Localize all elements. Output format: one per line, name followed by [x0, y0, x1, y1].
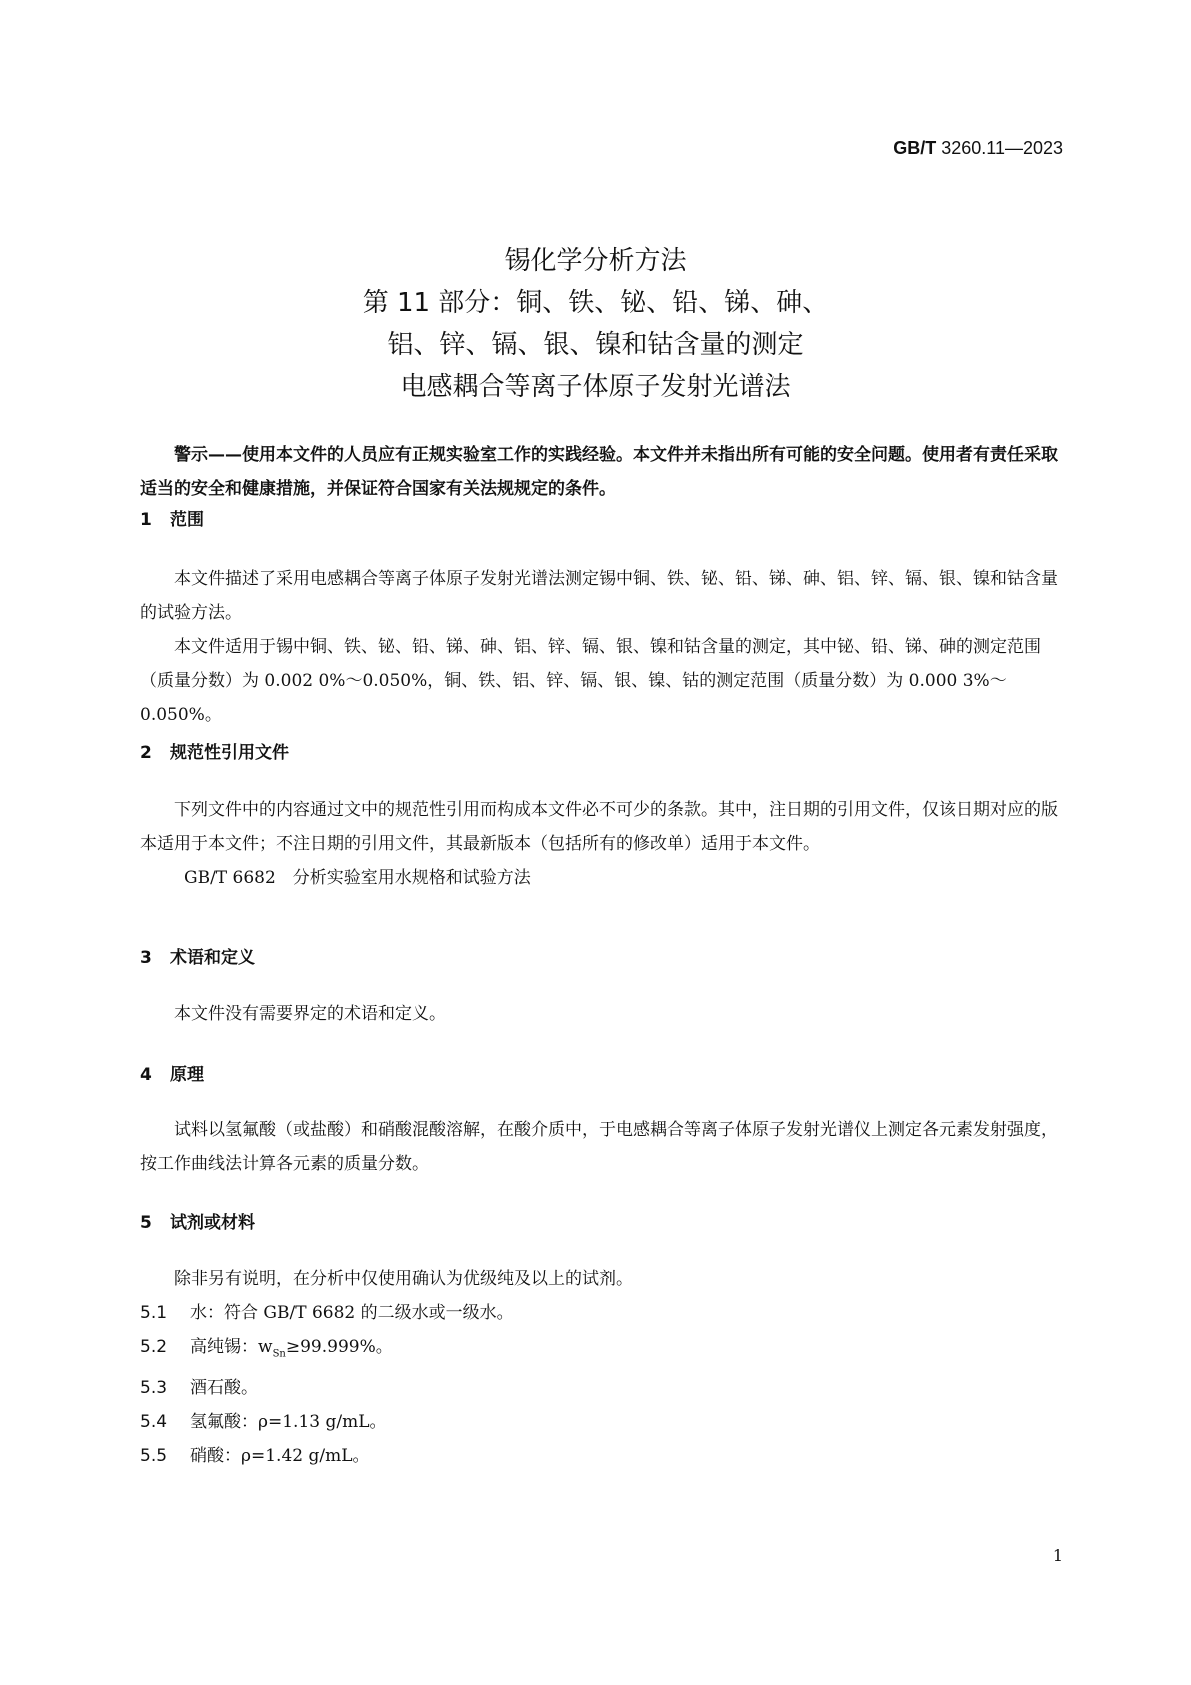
item-subscript: Sn: [272, 1348, 286, 1360]
paragraph: 下列文件中的内容通过文中的规范性引用而构成本文件必不可少的条款。其中，注日期的引用文件，仅该日期对应的版本适用于本文件；不注日期的引用文件，其最新版本（包括所有的修改单）适用于本文件。: [140, 800, 1058, 854]
section-body-1: [140, 562, 1060, 732]
section-body-4: [140, 1113, 1060, 1181]
section-number: 2: [140, 743, 152, 763]
title-line-4: 电感耦合等离子体原子发射光谱法: [400, 372, 791, 402]
section-title: 原理: [170, 1065, 204, 1085]
section-number: 5: [140, 1213, 152, 1233]
list-item: [140, 1439, 1060, 1473]
section-title: 规范性引用文件: [170, 743, 289, 763]
item-number: 5.2: [140, 1337, 168, 1357]
page-number: 1: [1052, 1546, 1063, 1565]
section-heading-5: [140, 1208, 255, 1233]
title-line-3: 铝、锌、镉、银、镍和钴含量的测定: [387, 330, 804, 360]
standard-number: 3260.11—2023: [941, 138, 1063, 158]
paragraph: 本文件描述了采用电感耦合等离子体原子发射光谱法测定锡中铜、铁、铋、铅、锑、砷、铝、锌、镉、银、镍和钴含量的试验方法。: [140, 569, 1058, 623]
item-text: 酒石酸。: [190, 1378, 258, 1399]
normative-reference: GB/T 6682 分析实验室用水规格和试验方法: [184, 868, 531, 888]
section-heading-2: [140, 738, 289, 763]
section-body-2: [140, 793, 1060, 895]
list-item: [140, 1371, 1060, 1405]
item-text: 高纯锡：w: [190, 1337, 273, 1357]
item-text: 水：符合 GB/T 6682 的二级水或一级水。: [190, 1303, 514, 1323]
item-number: 5.5: [140, 1446, 168, 1467]
list-item: [140, 1296, 1060, 1330]
list-item: [140, 1330, 1060, 1371]
list-item: [140, 1405, 1060, 1439]
standard-code: [893, 138, 1063, 159]
section-number: 4: [140, 1065, 152, 1085]
section-heading-3: [140, 943, 255, 968]
section-title: 术语和定义: [170, 948, 255, 968]
section-heading-4: [140, 1060, 204, 1085]
section-number: 1: [140, 510, 152, 530]
title-line-1: 锡化学分析方法: [504, 246, 687, 276]
document-title: [0, 240, 1191, 408]
section-body-3: [140, 997, 1060, 1031]
section-title: 试剂或材料: [170, 1213, 255, 1233]
paragraph: 本文件适用于锡中铜、铁、铋、铅、锑、砷、铝、锌、镉、银、镍和钴含量的测定，其中铋、铅、锑、砷的测定范围（质量分数）为 0.002 0%～0.050%，铜、铁、铝、锌、镉、银、镍、钴的测定范围（质量分数）为 0.000 3%～0.050%。: [140, 637, 1041, 725]
section-number: 3: [140, 948, 152, 968]
paragraph: 除非另有说明，在分析中仅使用确认为优级纯及以上的试剂。: [174, 1269, 633, 1289]
section-body-5: [140, 1262, 1060, 1473]
title-line-2: 第 11 部分：铜、铁、铋、铅、锑、砷、: [362, 288, 829, 318]
item-text: 硝酸：ρ=1.42 g/mL。: [190, 1446, 370, 1467]
item-text: 氢氟酸：ρ=1.13 g/mL。: [190, 1412, 387, 1433]
item-number: 5.4: [140, 1412, 168, 1433]
paragraph: 本文件没有需要界定的术语和定义。: [174, 1004, 446, 1024]
paragraph: 试料以氢氟酸（或盐酸）和硝酸混酸溶解，在酸介质中，于电感耦合等离子体原子发射光谱仪上测定各元素发射强度，按工作曲线法计算各元素的质量分数。: [140, 1120, 1058, 1174]
item-number: 5.3: [140, 1378, 168, 1399]
standard-prefix: GB/T: [893, 138, 937, 158]
section-title: 范围: [170, 510, 204, 530]
warning-text: 警示——使用本文件的人员应有正规实验室工作的实践经验。本文件并未指出所有可能的安全问题。使用者有责任采取适当的安全和健康措施，并保证符合国家有关法规规定的条件。: [140, 445, 1058, 499]
section-heading-1: [140, 505, 204, 530]
item-number: 5.1: [140, 1303, 168, 1323]
item-text: ≥99.999%。: [285, 1337, 393, 1357]
